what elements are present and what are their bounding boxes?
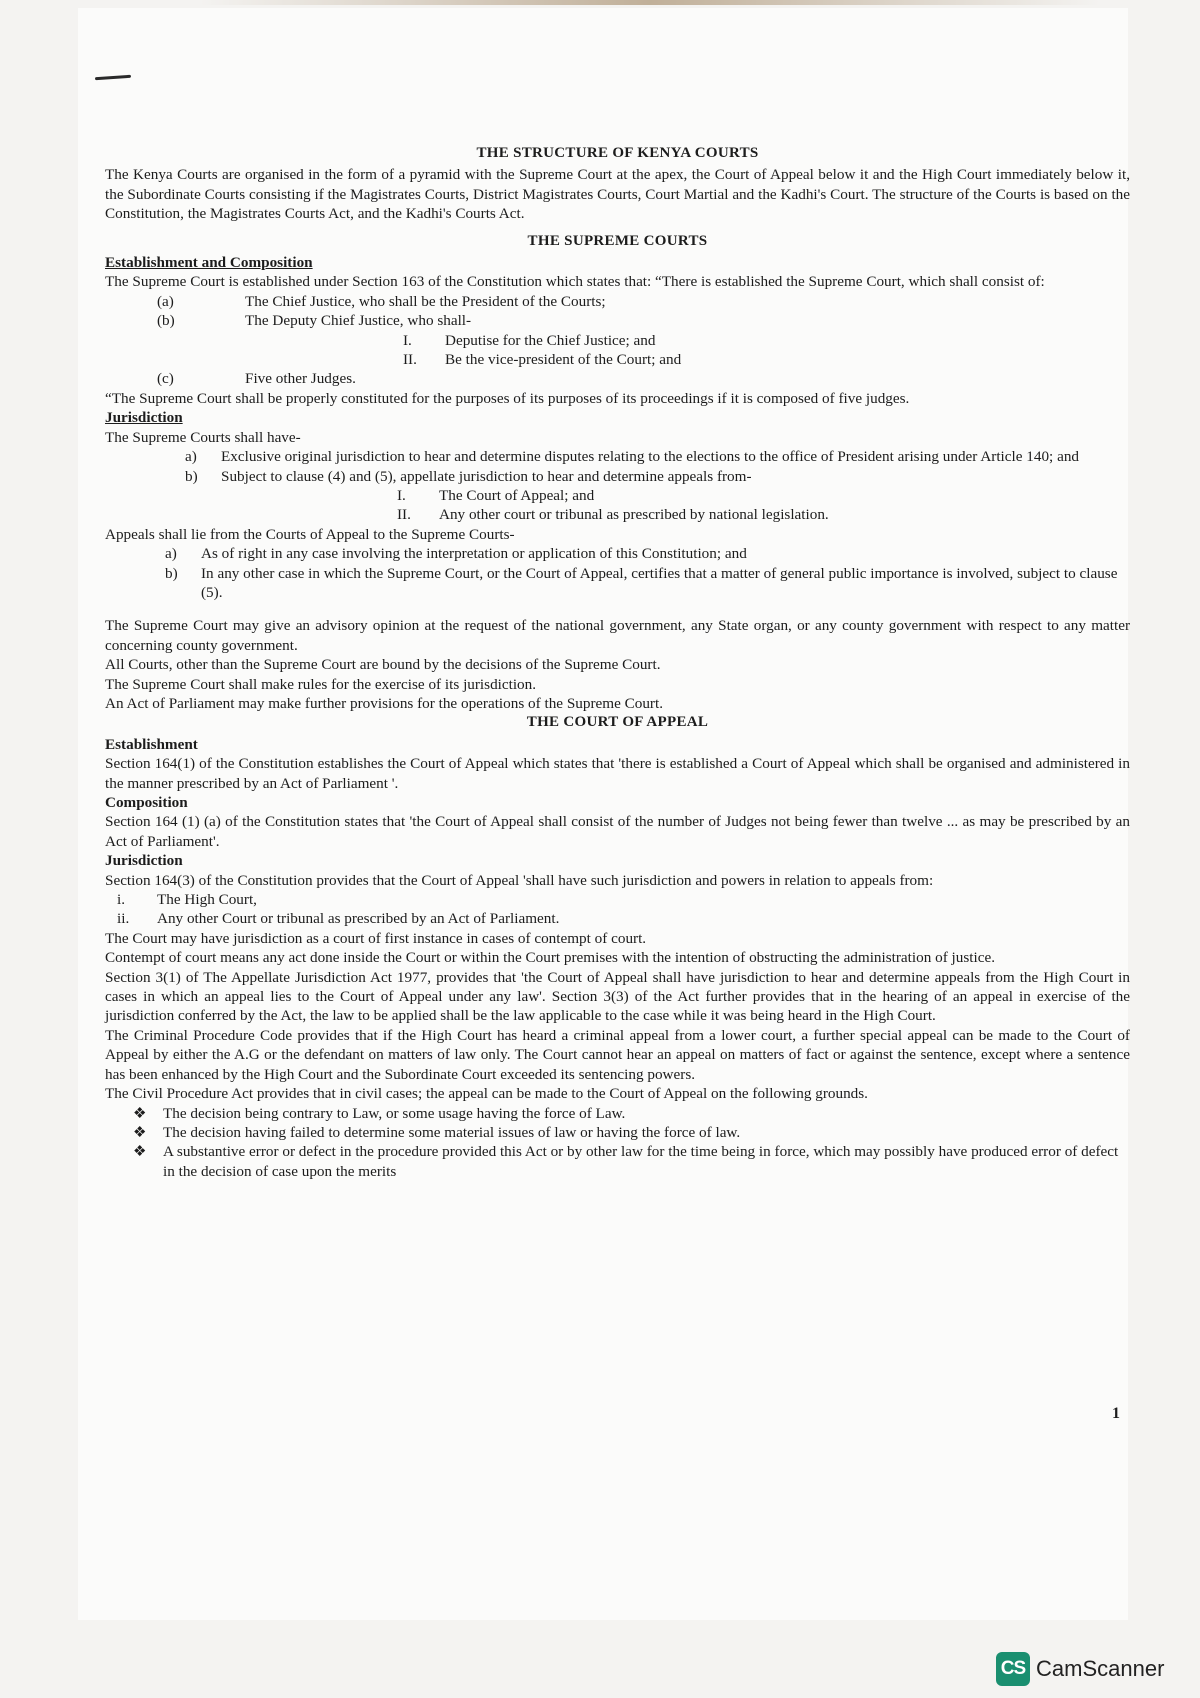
supreme-jurisdiction-intro: The Supreme Courts shall have- [105, 428, 301, 446]
list-item: i. The High Court, [117, 891, 257, 909]
supreme-establishment-text: The Supreme Court is established under Section 163 of the Constitution which states that: “There is established the Supreme Court, which shall consist of: [105, 273, 1045, 291]
list-item: (a) The Chief Justice, who shall be the President of the Courts; [157, 292, 606, 310]
appeal-contempt-instance: The Court may have jurisdiction as a court of first instance in cases of contempt of court. [105, 929, 647, 947]
supreme-advisory: The Supreme Court may give an advisory opinion at the request of the national government, any State organ, or any county government with respect to any matter concerning county government. [105, 617, 1130, 654]
supreme-rules: The Supreme Court shall make rules for the exercise of its jurisdiction. [105, 675, 537, 693]
supreme-act: An Act of Parliament may make further provisions for the operations of the Supreme Court. [105, 694, 664, 712]
list-item: ii. Any other Court or tribunal as prescribed by an Act of Parliament. [117, 910, 560, 928]
bullet-icon: ❖ [133, 1123, 147, 1141]
list-item: a) As of right in any case involving the interpretation or application of this Constitution; and [165, 545, 747, 563]
scan-edge-shadow [200, 0, 1100, 5]
supreme-heading: THE SUPREME COURTS [527, 232, 708, 249]
appeal-civil-intro: The Civil Procedure Act provides that in civil cases; the appeal can be made to the Court of Appeal on the following grounds. [105, 1085, 868, 1103]
appeal-establishment-heading: Establishment [105, 735, 198, 753]
document-body [105, 140, 1130, 1181]
page-number: 1 [1112, 1405, 1120, 1422]
list-item: (b) The Deputy Chief Justice, who shall- [157, 312, 472, 330]
appeal-composition-heading: Composition [105, 794, 188, 811]
appeal-jurisdiction-text: Section 164(3) of the Constitution provides that the Court of Appeal 'shall have such jurisdiction and powers in relation to appeals from: [105, 871, 934, 889]
appeal-contempt-definition: Contempt of court means any act done inside the Court or within the Court premises with the intention of obstructing the administration of justice. [105, 949, 995, 967]
appeal-criminal: The Criminal Procedure Code provides that if the High Court has heard a criminal appeal from a lower court, a further special appeal can be made to the Court of Appeal by either the A.G or the defendant on matters of law only. The Court cannot hear an appeal on matters of fact or against the sentence, except where a sentence has been enhanced by the High Court and the Subordinate Court exceeded its sentencing powers. [105, 1026, 1130, 1083]
appeal-jurisdiction-heading: Jurisdiction [105, 852, 183, 870]
appeal-establishment-text: Section 164(1) of the Constitution establishes the Court of Appeal which states that 'there is established a Court of Appeal which shall be organised and administered in the manner prescribed by an Act of Parliament '. [105, 755, 1130, 792]
bullet-icon: ❖ [133, 1104, 147, 1122]
list-item: a) Exclusive original jurisdiction to hear and determine disputes relating to the elections to the office of President arising under Article 140; and [185, 448, 1080, 466]
list-item: I. The Court of Appeal; and [397, 486, 595, 504]
supreme-quorum: “The Supreme Court shall be properly constituted for the purposes of its purposes of its proceedings if it is composed of five judges. [105, 389, 910, 407]
list-item: ❖ The decision being contrary to Law, or some usage having the force of Law. [105, 1104, 1130, 1123]
list-item: b) In any other case in which the Supreme Court, or the Court of Appeal, certifies that a matter of general public importance is involved, subject to clause (5). [165, 564, 1118, 601]
list-item: II. Any other court or tribunal as prescribed by national legislation. [397, 506, 829, 524]
appeal-composition-text: Section 164 (1) (a) of the Constitution states that 'the Court of Appeal shall consist of the number of Judges not being fewer than twelve ... as may be prescribed by an Act of Parliament'. [105, 813, 1130, 850]
supreme-appeals-intro: Appeals shall lie from the Courts of Appeal to the Supreme Courts- [105, 525, 515, 543]
camscanner-watermark [996, 1652, 1164, 1686]
list-item: (c) Five other Judges. [157, 370, 356, 388]
supreme-bound: All Courts, other than the Supreme Court are bound by the decisions of the Supreme Court. [105, 656, 661, 674]
intro-paragraph: The Kenya Courts are organised in the form of a pyramid with the Supreme Court at the apex, the Court of Appeal below it and the High Court immediately below it, the Subordinate Courts consisting if the Magistrates Courts, District Magistrates Courts, Court Martial and the Kadhi's Court. The structure of the Courts is based on the Constitution, the Magistrates Courts Act, and the Kadhi's Courts Act. [105, 166, 1130, 223]
list-item: II. Be the vice-president of the Court; and [403, 351, 682, 369]
camscanner-name: CamScanner [1036, 1656, 1165, 1681]
list-item: ❖ The decision having failed to determine some material issues of law or having the force of law. [105, 1123, 1130, 1142]
list-item: ❖ A substantive error or defect in the procedure provided this Act or by other law for the time being in force, which may possibly have produced error of defect in the decision of case upon the merits [105, 1142, 1130, 1181]
camscanner-logo-icon: CS [996, 1652, 1030, 1686]
supreme-establishment-heading: Establishment and Composition [105, 254, 313, 272]
list-item: I. Deputise for the Chief Justice; and [403, 331, 656, 349]
appeal-heading: THE COURT OF APPEAL [526, 714, 709, 731]
supreme-jurisdiction-heading: Jurisdiction [105, 409, 183, 427]
list-item: b) Subject to clause (4) and (5), appellate jurisdiction to hear and determine appeals from- [185, 467, 752, 485]
appeal-appellate-act: Section 3(1) of The Appellate Jurisdiction Act 1977, provides that 'the Court of Appeal shall have jurisdiction to hear and determine appeals from the High Court in cases in which an appeal lies to the Court of Appeal under any law'. Section 3(3) of the Act further provides that in the hearing of an appeal in exercise of the jurisdiction conferred by the Act, the law to be applied shall be the law applicable to the case while it was being heard in the High Court. [105, 968, 1130, 1025]
bullet-icon: ❖ [133, 1143, 147, 1161]
document-title: THE STRUCTURE OF KENYA COURTS [476, 145, 759, 161]
